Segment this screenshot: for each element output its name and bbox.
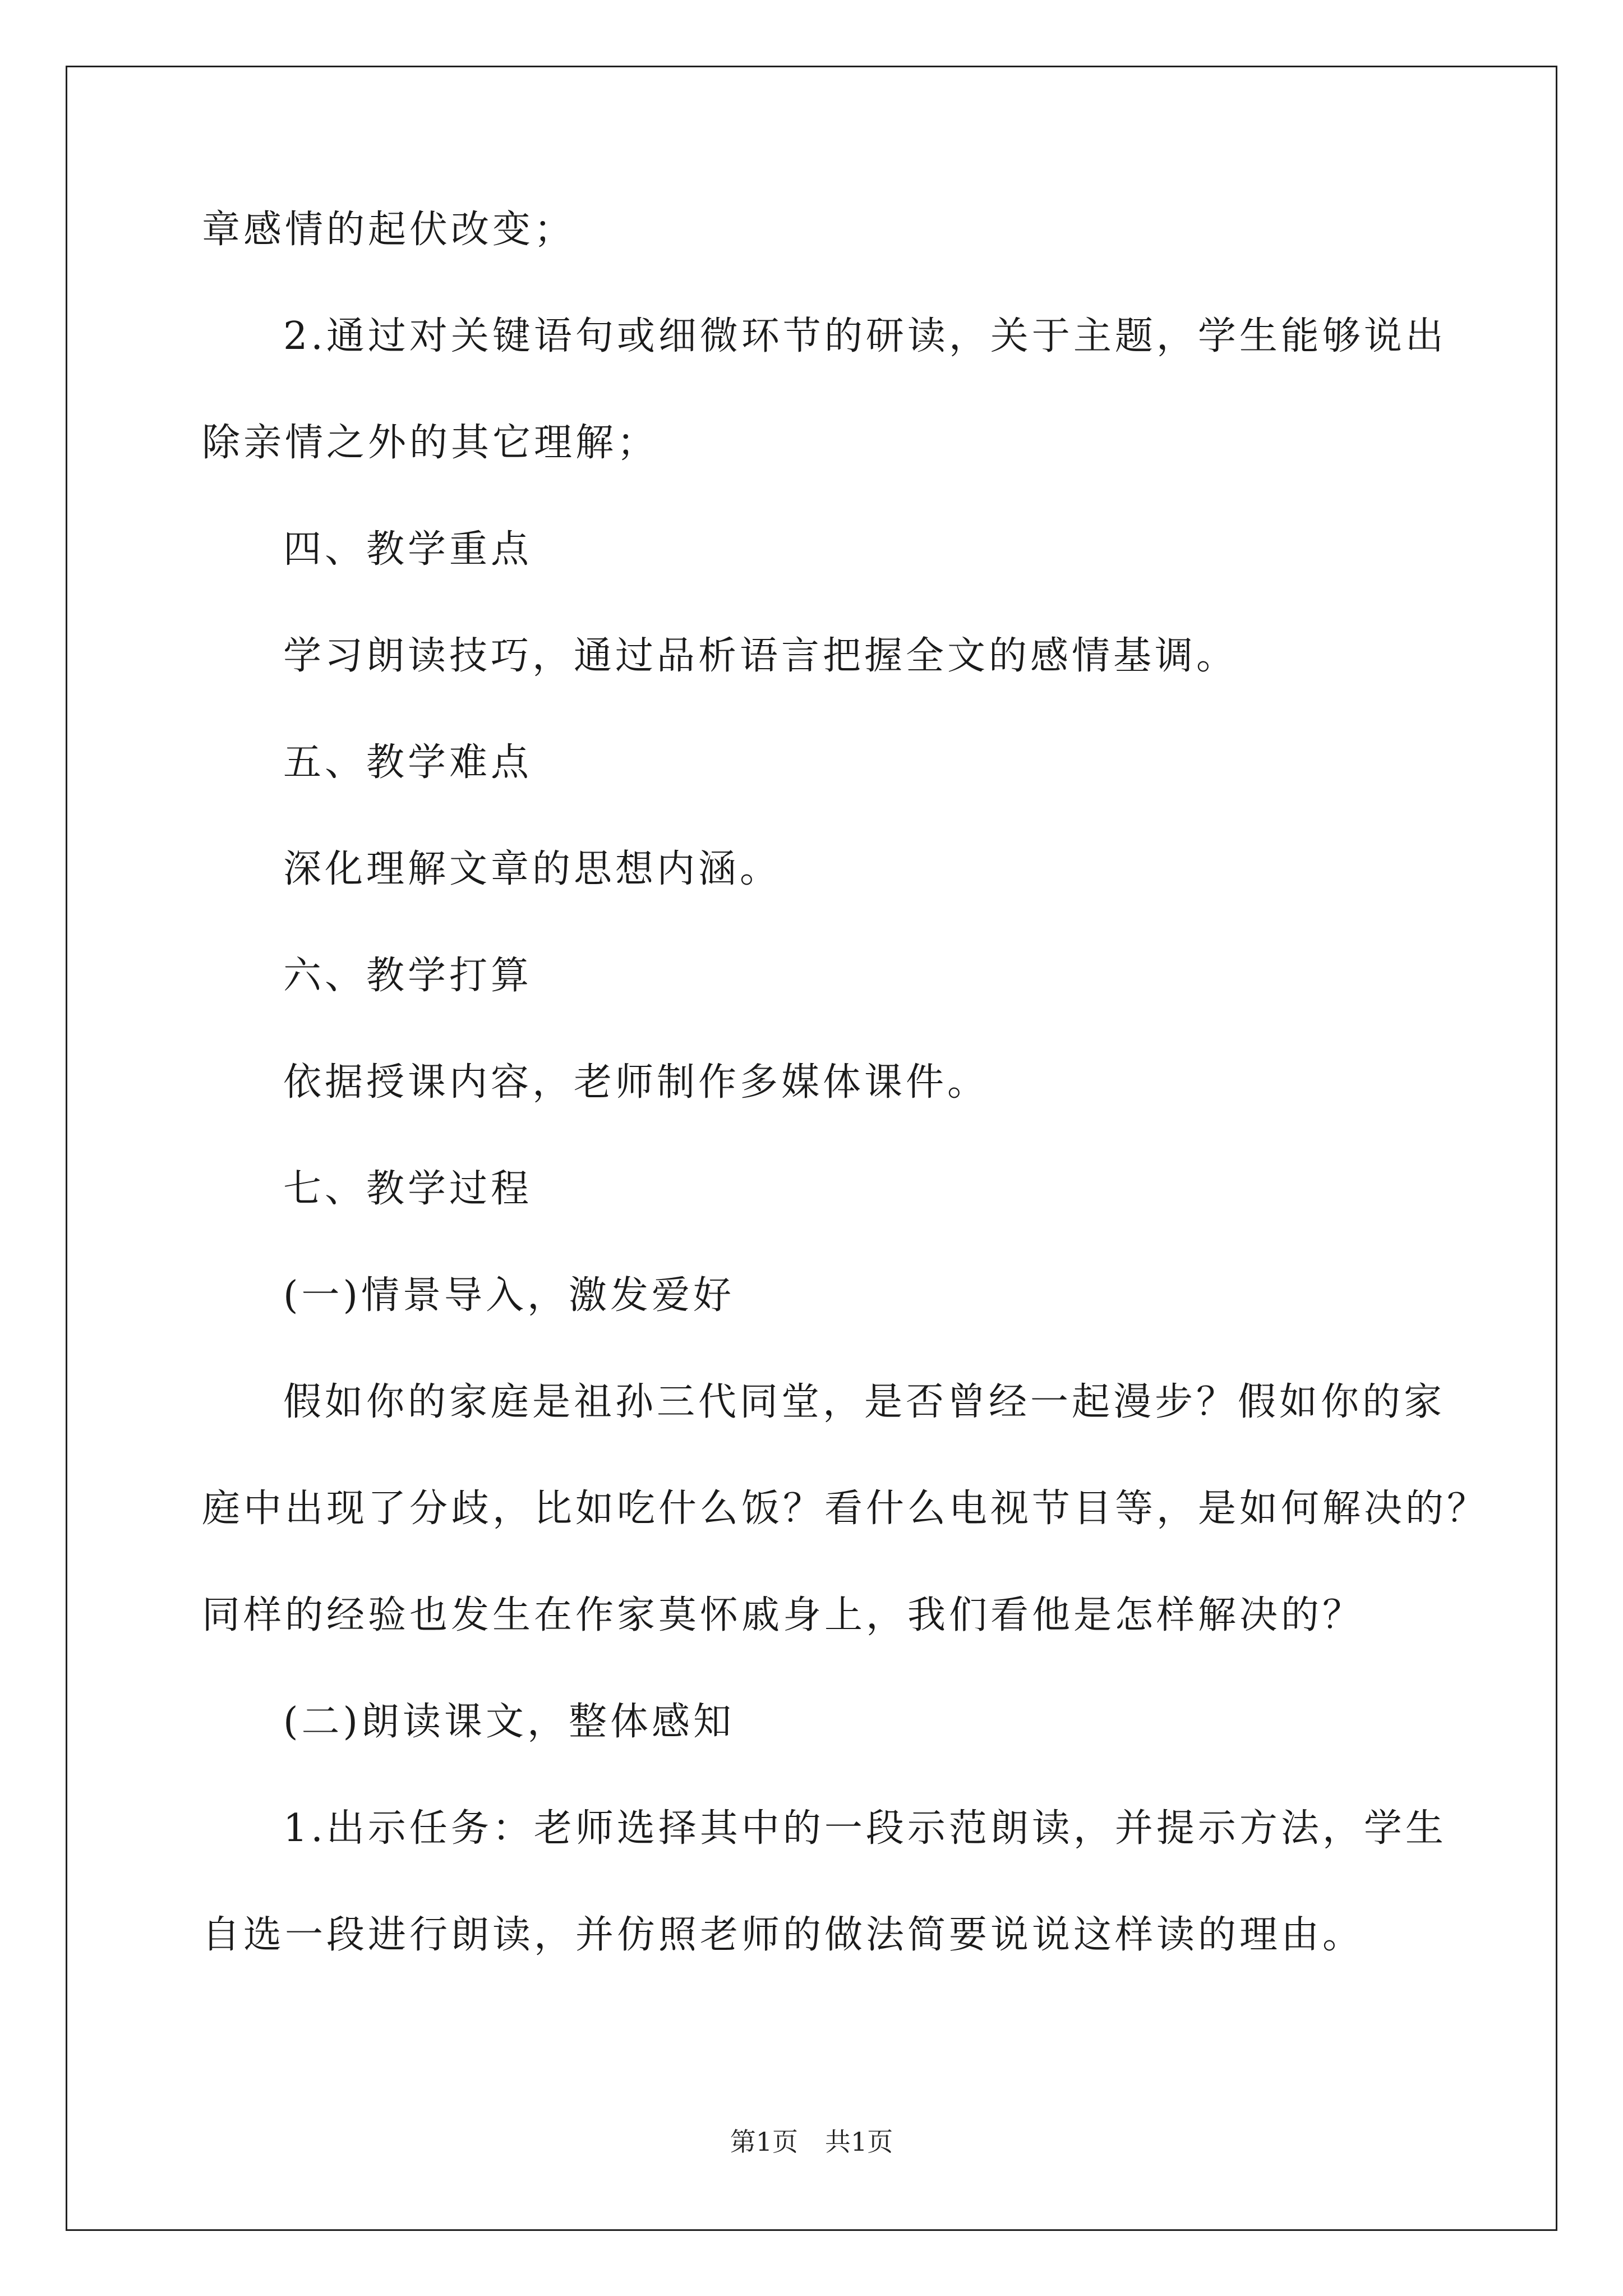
text-line: 庭中出现了分歧，比如吃什么饭？看什么电视节目等，是如何解决的？ [202,1487,1489,1531]
text-line: 除亲情之外的其它理解； [202,421,659,465]
text-line: 自选一段进行朗读，并仿照老师的做法简要说说这样读的理由。 [202,1913,1364,1957]
page-total: 共1页 [825,2127,893,2157]
page-border [66,66,1557,2231]
text-line: 依据授课内容，老师制作多媒体课件。 [283,1060,989,1105]
text-line: 学习朗读技巧，通过品析语言把握全文的感情基调。 [283,634,1238,678]
page-footer [0,2125,1623,2159]
subsection-heading: (一)情景导入，激发爱好 [283,1273,735,1318]
section-heading: 四、教学重点 [283,527,533,572]
section-heading: 六、教学打算 [283,954,533,998]
text-line: 1.出示任务：老师选择其中的一段示范朗读，并提示方法，学生 [283,1806,1447,1851]
section-heading: 五、教学难点 [283,740,533,785]
text-line: 深化理解文章的思想内涵。 [283,847,782,891]
text-line: 同样的经验也发生在作家莫怀戚身上，我们看他是怎样解决的？ [202,1593,1364,1637]
section-heading: 七、教学过程 [283,1167,533,1211]
text-line: 2.通过对关键语句或细微环节的研读，关于主题，学生能够说出 [283,314,1447,358]
page-number: 第1页 [730,2127,798,2157]
text-line: 章感情的起伏改变； [202,208,576,252]
subsection-heading: (二)朗读课文，整体感知 [283,1700,735,1744]
text-line: 假如你的家庭是祖孙三代同堂，是否曾经一起漫步？假如你的家 [283,1380,1446,1424]
